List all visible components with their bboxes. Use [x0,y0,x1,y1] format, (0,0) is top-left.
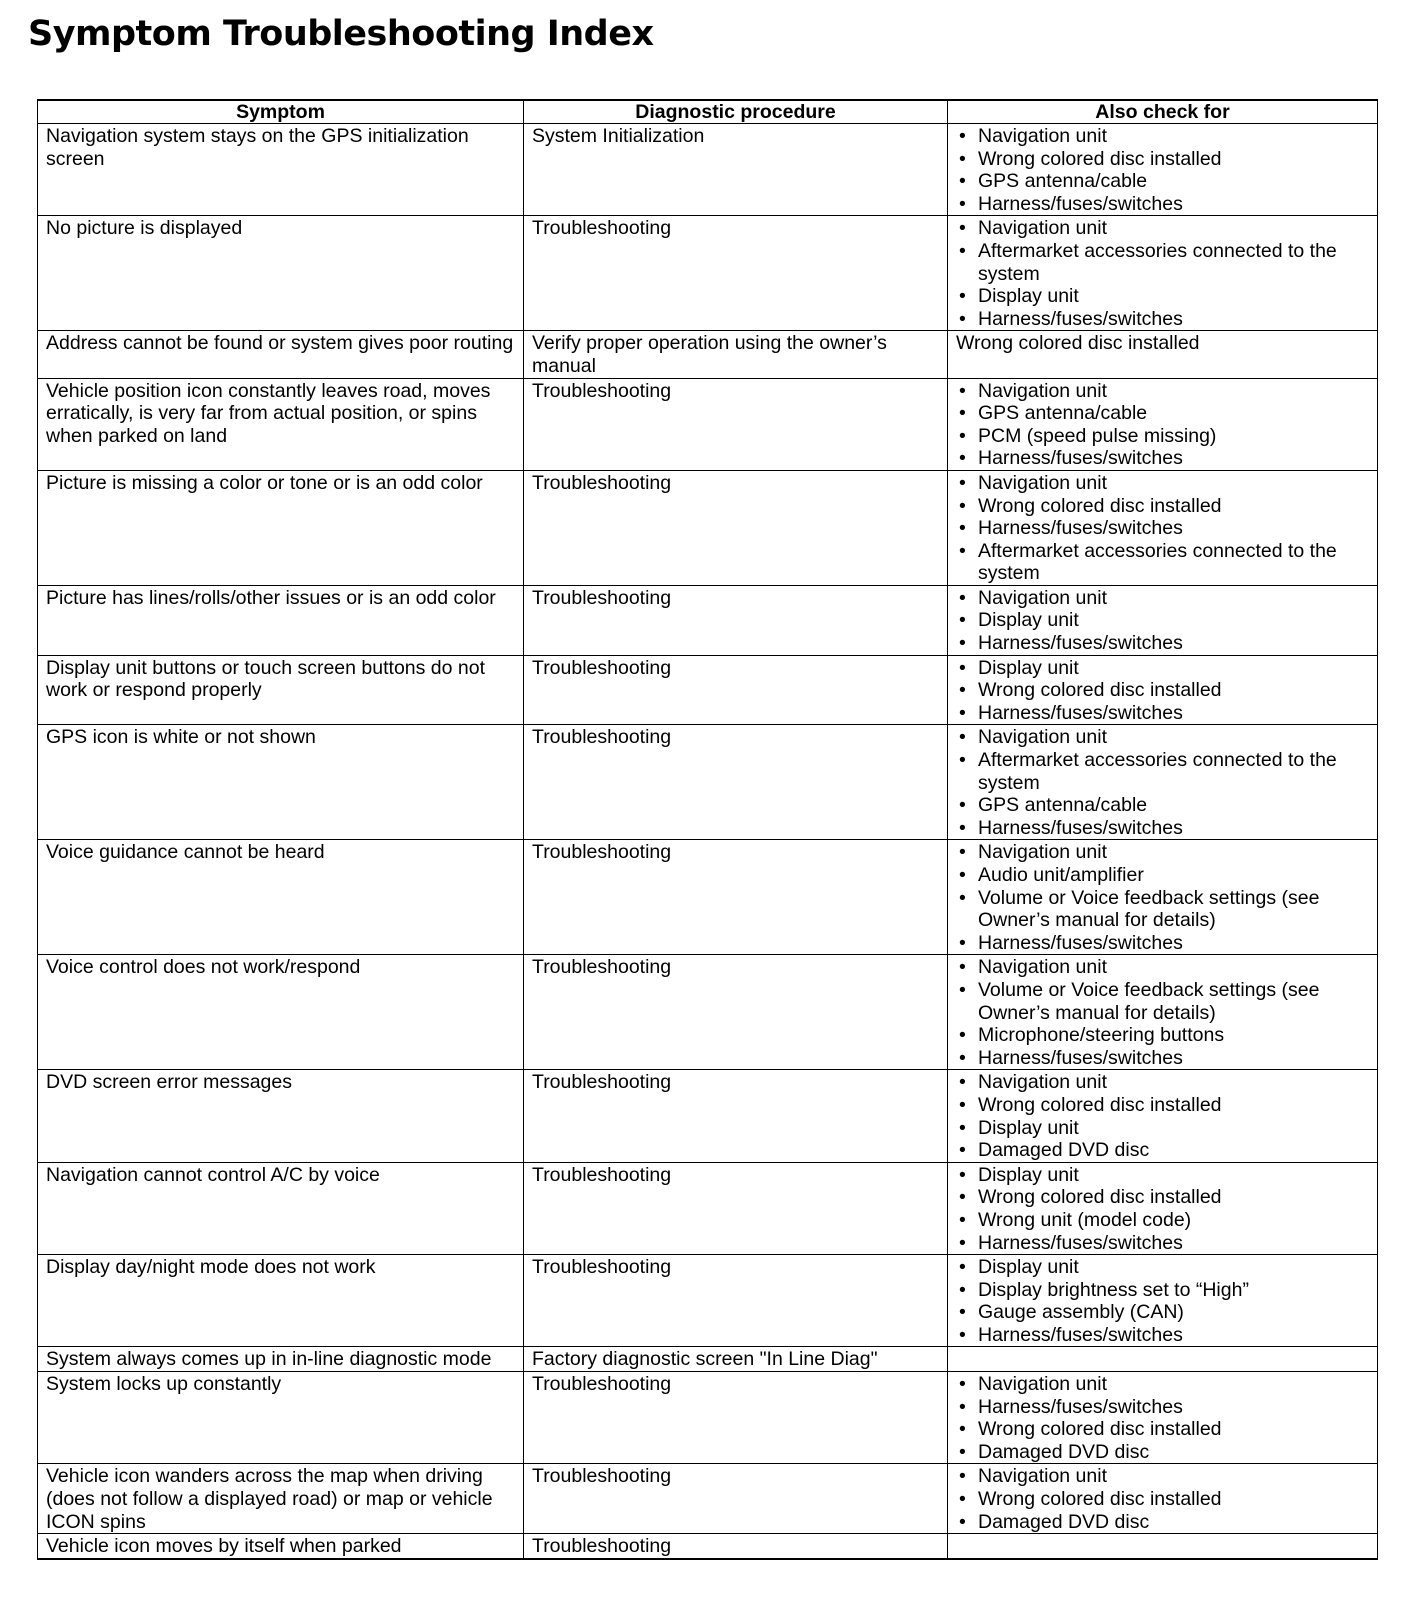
also-check-list [956,726,1369,839]
symptom-cell: Voice guidance cannot be heard [38,840,524,955]
also-check-item: • Wrong colored disc installed [956,1418,1369,1441]
also-check-item: • Harness/fuses/switches [956,1232,1369,1255]
also-check-list [956,125,1369,215]
also-check-list [956,1256,1369,1346]
table-row [38,725,1378,840]
also-check-item: • Harness/fuses/switches [956,517,1369,540]
also-check-list [956,587,1369,655]
header-symptom: Symptom [38,100,524,124]
diagnostic-procedure-cell: Troubleshooting [524,840,948,955]
symptom-table-container [37,99,1377,1560]
symptom-cell: GPS icon is white or not shown [38,725,524,840]
diagnostic-procedure-cell: Troubleshooting [524,655,948,725]
also-check-item: • Wrong colored disc installed [956,1186,1369,1209]
table-row [38,216,1378,331]
table-body [38,124,1378,1559]
diagnostic-procedure-cell: Troubleshooting [524,1070,948,1162]
also-check-for-cell [948,725,1378,840]
also-check-item: • Damaged DVD disc [956,1511,1369,1534]
also-check-for-cell [948,1464,1378,1534]
also-check-list [956,657,1369,725]
also-check-for-cell [948,378,1378,470]
also-check-item: • Display unit [956,285,1369,308]
diagnostic-procedure-cell: Troubleshooting [524,725,948,840]
symptom-cell: Display day/night mode does not work [38,1255,524,1347]
table-row [38,124,1378,216]
diagnostic-procedure-cell: Troubleshooting [524,378,948,470]
symptom-cell: System locks up constantly [38,1372,524,1464]
header-diagnostic-procedure: Diagnostic procedure [524,100,948,124]
also-check-list [956,217,1369,330]
symptom-cell: Display unit buttons or touch screen buttons do not work or respond properly [38,655,524,725]
also-check-item: • Display unit [956,1164,1369,1187]
table-row [38,955,1378,1070]
diagnostic-procedure-cell: Troubleshooting [524,216,948,331]
also-check-item: • Damaged DVD disc [956,1441,1369,1464]
also-check-item: • GPS antenna/cable [956,794,1369,817]
also-check-for-cell [948,216,1378,331]
diagnostic-procedure-cell: Troubleshooting [524,585,948,655]
also-check-item: • GPS antenna/cable [956,402,1369,425]
also-check-item: • Harness/fuses/switches [956,1047,1369,1070]
also-check-item: • Gauge assembly (CAN) [956,1301,1369,1324]
also-check-item: • Navigation unit [956,587,1369,610]
diagnostic-procedure-cell: Troubleshooting [524,1534,948,1559]
symptom-cell: Voice control does not work/respond [38,955,524,1070]
also-check-item: • Harness/fuses/switches [956,447,1369,470]
table-row [38,1162,1378,1254]
table-row [38,1070,1378,1162]
also-check-item: • Navigation unit [956,472,1369,495]
symptom-cell: Navigation cannot control A/C by voice [38,1162,524,1254]
also-check-item: • Harness/fuses/switches [956,1396,1369,1419]
symptom-cell: Navigation system stays on the GPS initialization screen [38,124,524,216]
diagnostic-procedure-cell: Verify proper operation using the owner’s manual [524,331,948,378]
also-check-item: • Navigation unit [956,125,1369,148]
also-check-list [956,1465,1369,1533]
also-check-item: • GPS antenna/cable [956,170,1369,193]
also-check-list [956,956,1369,1069]
also-check-item: • Volume or Voice feedback settings (see Owner’s manual for details) [956,887,1369,932]
also-check-item: • Wrong unit (model code) [956,1209,1369,1232]
also-check-list [956,841,1369,954]
table-row [38,331,1378,378]
also-check-for-cell [948,955,1378,1070]
also-check-for-cell [948,1070,1378,1162]
also-check-item: • Harness/fuses/switches [956,702,1369,725]
also-check-for-cell [948,1347,1378,1372]
also-check-for-cell [948,1162,1378,1254]
also-check-list [956,380,1369,470]
also-check-item: • Harness/fuses/switches [956,193,1369,216]
diagnostic-procedure-cell: Troubleshooting [524,470,948,585]
also-check-item: • Navigation unit [956,841,1369,864]
symptom-cell: Address cannot be found or system gives poor routing [38,331,524,378]
also-check-item: • Microphone/steering buttons [956,1024,1369,1047]
also-check-item: • Aftermarket accessories connected to the system [956,540,1369,585]
symptom-cell: Picture has lines/rolls/other issues or is an odd color [38,585,524,655]
also-check-item: • Wrong colored disc installed [956,495,1369,518]
also-check-for-cell [948,585,1378,655]
table-header-row [38,100,1378,124]
also-check-for-cell [948,840,1378,955]
also-check-item: • Damaged DVD disc [956,1139,1369,1162]
also-check-item: • Harness/fuses/switches [956,817,1369,840]
also-check-list [956,472,1369,585]
also-check-item: • Wrong colored disc installed [956,1488,1369,1511]
header-also-check-for: Also check for [948,100,1378,124]
also-check-item: • Aftermarket accessories connected to the system [956,240,1369,285]
also-check-item: • Harness/fuses/switches [956,632,1369,655]
also-check-item: • Harness/fuses/switches [956,308,1369,331]
also-check-item: • Aftermarket accessories connected to the system [956,749,1369,794]
page-title: Symptom Troubleshooting Index [28,14,654,54]
symptom-troubleshooting-table [37,99,1378,1560]
table-row [38,1255,1378,1347]
diagnostic-procedure-cell: Troubleshooting [524,955,948,1070]
also-check-item: • Navigation unit [956,1465,1369,1488]
table-row [38,470,1378,585]
symptom-cell: No picture is displayed [38,216,524,331]
table-row [38,378,1378,470]
diagnostic-procedure-cell: Factory diagnostic screen "In Line Diag" [524,1347,948,1372]
also-check-list [956,1164,1369,1254]
also-check-item: • Display unit [956,1256,1369,1279]
table-row [38,1372,1378,1464]
table-row [38,585,1378,655]
also-check-item: • Wrong colored disc installed [956,1094,1369,1117]
also-check-item: • Navigation unit [956,380,1369,403]
also-check-item: • Navigation unit [956,726,1369,749]
table-row [38,840,1378,955]
also-check-for-cell [948,1534,1378,1559]
also-check-item: • Wrong colored disc installed [956,679,1369,702]
also-check-for-cell [948,124,1378,216]
also-check-item: • Display unit [956,657,1369,680]
also-check-item: • Display unit [956,1117,1369,1140]
table-row [38,1464,1378,1534]
also-check-item: • Navigation unit [956,217,1369,240]
also-check-item: • PCM (speed pulse missing) [956,425,1369,448]
also-check-item: • Navigation unit [956,1373,1369,1396]
symptom-cell: System always comes up in in-line diagnostic mode [38,1347,524,1372]
also-check-for-cell [948,1255,1378,1347]
also-check-item: Wrong colored disc installed [956,332,1200,355]
also-check-list [956,1071,1369,1161]
diagnostic-procedure-cell: Troubleshooting [524,1464,948,1534]
also-check-item: • Navigation unit [956,1071,1369,1094]
diagnostic-procedure-cell: Troubleshooting [524,1162,948,1254]
also-check-item: • Wrong colored disc installed [956,148,1369,171]
symptom-cell: Vehicle position icon constantly leaves road, moves erratically, is very far from actual position, or spins when parked on land [38,378,524,470]
also-check-item: • Audio unit/amplifier [956,864,1369,887]
table-row [38,1347,1378,1372]
symptom-cell: Picture is missing a color or tone or is an odd color [38,470,524,585]
also-check-for-cell [948,331,1378,378]
table-row [38,655,1378,725]
symptom-cell: Vehicle icon moves by itself when parked [38,1534,524,1559]
also-check-item: • Display unit [956,609,1369,632]
diagnostic-procedure-cell: System Initialization [524,124,948,216]
also-check-for-cell [948,470,1378,585]
symptom-cell: Vehicle icon wanders across the map when driving (does not follow a displayed road) or map or vehicle ICON spins [38,1464,524,1534]
also-check-item: • Navigation unit [956,956,1369,979]
also-check-list [956,1373,1369,1463]
also-check-item: • Volume or Voice feedback settings (see Owner’s manual for details) [956,979,1369,1024]
diagnostic-procedure-cell: Troubleshooting [524,1372,948,1464]
also-check-item: • Display brightness set to “High” [956,1279,1369,1302]
also-check-item: • Harness/fuses/switches [956,932,1369,955]
also-check-for-cell [948,1372,1378,1464]
table-row [38,1534,1378,1559]
diagnostic-procedure-cell: Troubleshooting [524,1255,948,1347]
also-check-for-cell [948,655,1378,725]
also-check-item: • Harness/fuses/switches [956,1324,1369,1347]
symptom-cell: DVD screen error messages [38,1070,524,1162]
